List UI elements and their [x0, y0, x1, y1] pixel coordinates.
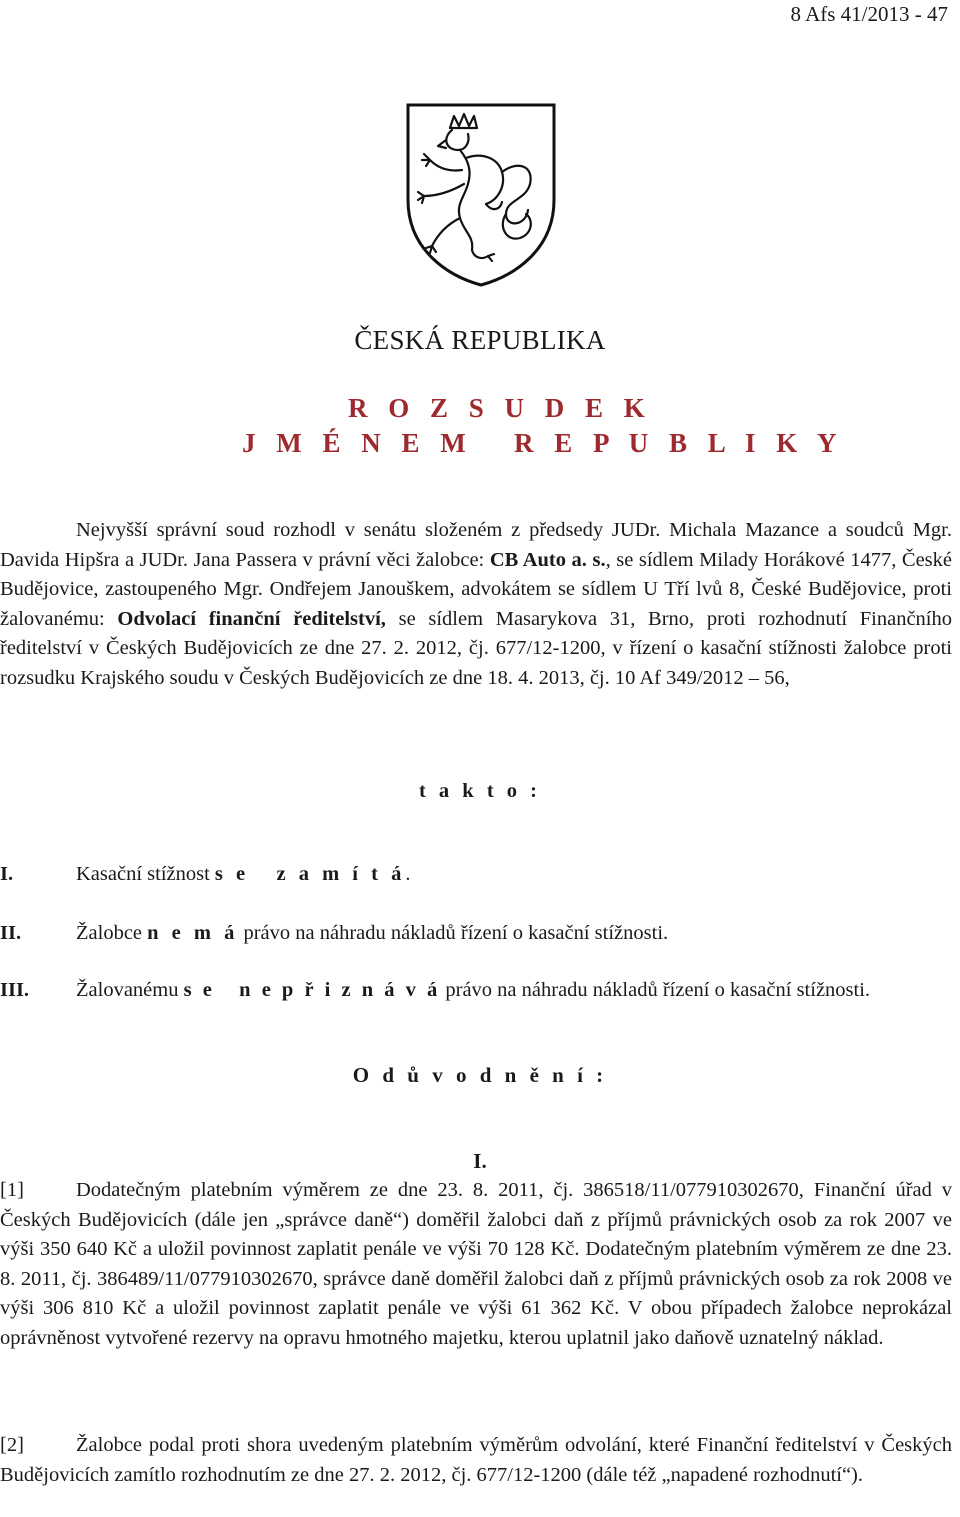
verdict-text	[76, 863, 410, 886]
intro-text-3: se sídlem Masarykova 31, Brno, proti rozhodnutí Finančního ředitelství v Českých Budějovicích ze dne 27. 2. 2012, čj. 677/12-1200, v řízení o kasační stížnosti žalobce proti rozsudku Krajského soudu v Českých Budějovicích ze dne 18. 4. 2013, čj. 10 Af 349/2012 – 56,	[0, 607, 952, 689]
verdict-pre: Žalobce	[76, 922, 148, 944]
intro-text-1: Nejvyšší správní soud rozhodl v senátu složeném z předsedy JUDr. Michala Mazance a soudců Mgr. Davida Hipšra a JUDr. Jana Passera v právní věci žalobce:	[0, 519, 952, 571]
section-number: I.	[473, 1149, 487, 1173]
verdict-post: právo na náhradu nákladů řízení o kasační stížnosti.	[238, 922, 669, 944]
reasoning-heading: O d ů v o d n ě n í :	[352, 1063, 608, 1087]
verdict-post: právo na náhradu nákladů řízení o kasační stížnosti.	[440, 979, 871, 1001]
paragraph-text: Dodatečným platebním výměrem ze dne 23. 8. 2011, čj. 386518/11/077910302670, Finanční úřad v Českých Budějovicích (dále jen „správce daně“) doměřil žalobci daň z příjmů právnických osob za rok 2007 ve výši 350 640 Kč a uložil povinnost zaplatit penále ve výši 70 128 Kč. Dodatečným platebním výměrem ze dne 23. 8. 2011, čj. 386489/11/077910302670, správce daně doměřil žalobci daň z příjmů právnických osob za rok 2008 ve výši 306 810 Kč a uložil povinnost zaplatit penále ve výši 61 362 Kč. V obou případech žalobce neprokázal oprávněnost vytvořené rezervy na opravu hmotného majetku, kterou uplatnil jako daňově uznatelný náklad.	[0, 1179, 952, 1349]
in-the-name-of-republic: J M É N E M R E P U B L I K Y	[242, 428, 844, 458]
verdict-spaced: s e z a m í t á	[214, 863, 406, 885]
verdict-spaced: n e m á	[147, 922, 239, 944]
intro-paragraph	[0, 516, 952, 693]
verdict-post: .	[405, 863, 411, 885]
paragraph-text: Žalobce podal proti shora uvedeným platebním výměrům odvolání, které Finanční ředitelství v Českých Budějovicích zamítlo rozhodnutím ze dne 27. 2. 2012, čj. 677/12-1200 (dále též „napadené rozhodnutí“).	[0, 1434, 952, 1486]
verdict-number: I.	[0, 863, 14, 885]
paragraph-number: [2]	[0, 1434, 24, 1456]
paragraph-2	[0, 1431, 952, 1490]
verdict-number: III.	[0, 979, 30, 1001]
state-emblem-lion-icon	[402, 100, 560, 288]
judgment-title: R O Z S U D E K	[348, 393, 652, 423]
verdict-pre: Žalovanému	[76, 979, 184, 1001]
paragraph-number: [1]	[0, 1179, 24, 1201]
verdict-text	[76, 922, 668, 945]
verdict-spaced: s e n e p ř i z n á v á	[183, 979, 441, 1001]
country-title: ČESKÁ REPUBLIKA	[354, 325, 606, 355]
verdict-pre: Kasační stížnost	[76, 863, 215, 885]
plaintiff-name: CB Auto a. s.	[489, 548, 606, 571]
verdict-number: II.	[0, 922, 22, 944]
verdict-text	[76, 979, 870, 1002]
case-reference: 8 Afs 41/2013 - 47	[790, 2, 948, 26]
paragraph-1	[0, 1176, 952, 1353]
takto-heading: t a k t o :	[418, 780, 541, 802]
intro-text-2: , se sídlem Milady Horákové 1477, České Budějovice, zastoupeného Mgr. Ondřejem Janouškem, advokátem se sídlem U Tří lvů 8, České Budějovice, proti žalovanému:	[0, 548, 953, 630]
defendant-name: Odvolací finanční ředitelství,	[117, 607, 386, 630]
